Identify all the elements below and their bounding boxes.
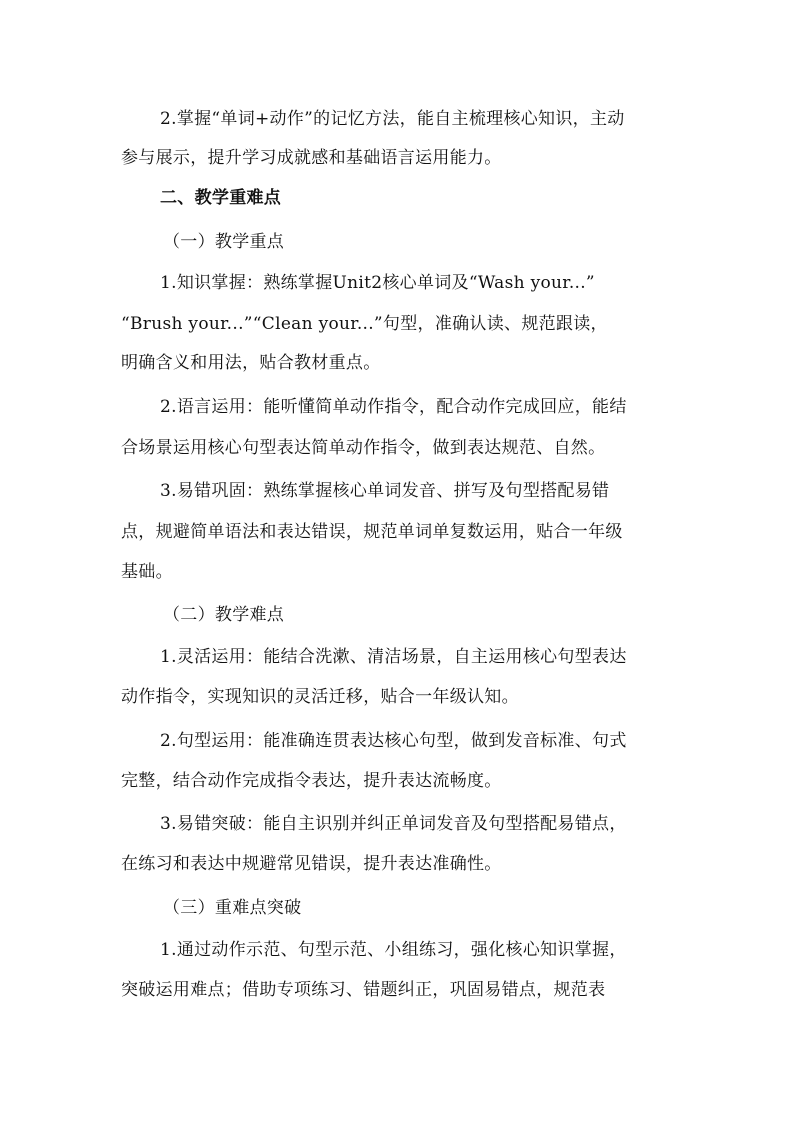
key-point-3-line-1: 3.易错巩固：熟练掌握核心单词发音、拼写及句型搭配易错 [160, 481, 610, 501]
difficult-point-1-line-1: 1.灵活运用：能结合洗漱、清洁场景，自主运用核心句型表达 [160, 647, 627, 667]
breakthrough-1-line-1: 1.通过动作示范、句型示范、小组练习，强化核心知识掌握， [160, 940, 627, 960]
difficult-point-3-line-2: 在练习和表达中规避常见错误，提升表达准确性。 [121, 854, 502, 874]
difficult-point-3-line-1: 3.易错突破：能自主识别并纠正单词发音及句型搭配易错点， [160, 814, 627, 834]
key-point-1-line-1: 1.知识掌握：熟练掌握Unit2核心单词及“Wash your...” [160, 273, 595, 293]
key-point-1-line-2: “Brush your...”“Clean your...”句型，准确认读、规范跟读， [121, 314, 608, 334]
paragraph-goal-2-line-1: 2.掌握“单词+动作”的记忆方法，能自主梳理核心知识，主动 [160, 109, 625, 129]
key-point-2-line-2: 合场景运用核心句型表达简单动作指令，做到表达规范、自然。 [121, 438, 606, 458]
breakthrough-1-line-2: 突破运用难点；借助专项练习、错题纠正，巩固易错点，规范表 [121, 980, 606, 1000]
key-point-2-line-1: 2.语言运用：能听懂简单动作指令，配合动作完成回应，能结 [160, 397, 627, 417]
paragraph-goal-2-line-2: 参与展示，提升学习成就感和基础语言运用能力。 [121, 148, 502, 168]
subheading-difficult-points: （二）教学难点 [163, 605, 285, 625]
subheading-key-points: （一）教学重点 [163, 232, 285, 252]
difficult-point-2-line-1: 2.句型运用：能准确连贯表达核心句型，做到发音标准、句式 [160, 731, 627, 751]
difficult-point-1-line-2: 动作指令，实现知识的灵活迁移，贴合一年级认知。 [121, 687, 519, 707]
section-heading-key-difficult-points: 二、教学重难点 [160, 188, 282, 208]
key-point-1-line-3: 明确含义和用法，贴合教材重点。 [121, 353, 381, 373]
key-point-3-line-2: 点，规避简单语法和表达错误，规范单词单复数运用，贴合一年级 [121, 522, 623, 542]
key-point-3-line-3: 基础。 [121, 562, 173, 582]
subheading-breakthrough: （三）重难点突破 [163, 898, 302, 918]
difficult-point-2-line-2: 完整，结合动作完成指令表达，提升表达流畅度。 [121, 771, 502, 791]
